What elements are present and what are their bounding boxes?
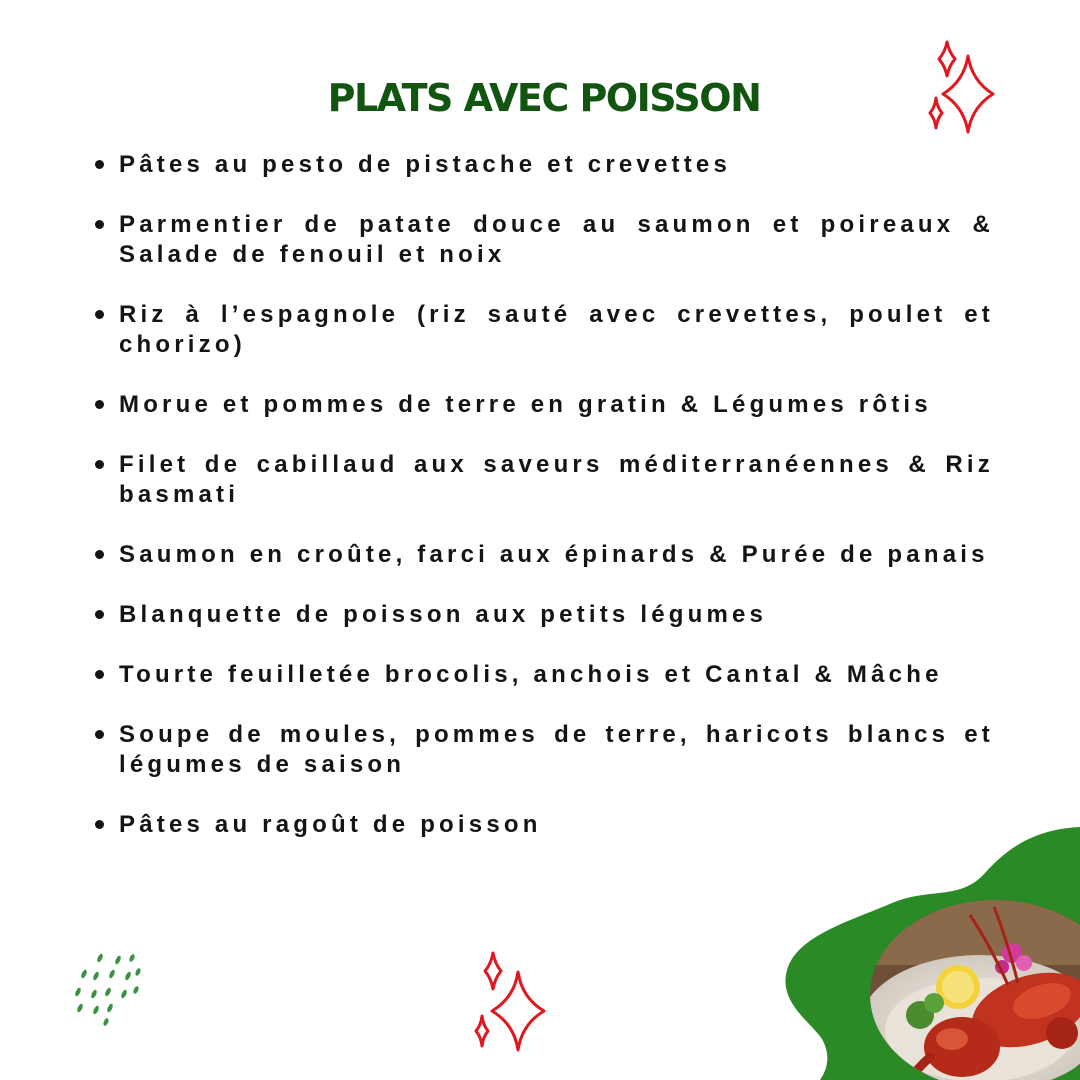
list-item — [94, 600, 994, 630]
dish-label: Riz à l’espagnole (riz sauté avec crevettes, poulet et chorizo) — [119, 301, 994, 358]
bullet-icon — [95, 160, 104, 169]
list-item — [94, 450, 994, 510]
dish-list — [94, 150, 994, 870]
dish-label: Soupe de moules, pommes de terre, haricots blancs et légumes de saison — [119, 721, 994, 778]
bullet-icon — [95, 310, 104, 319]
bullet-icon — [95, 550, 104, 559]
dish-label: Parmentier de patate douce au saumon et poireaux & Salade de fenouil et noix — [119, 211, 994, 268]
dish-label: Tourte feuilletée brocolis, anchois et Cantal & Mâche — [119, 661, 943, 688]
page-title: PLATS AVEC POISSON — [327, 76, 761, 120]
dish-label: Pâtes au ragoût de poisson — [119, 811, 542, 838]
bullet-icon — [95, 730, 104, 739]
list-item — [94, 300, 994, 360]
list-item — [94, 720, 994, 780]
bullet-icon — [95, 610, 104, 619]
dish-label: Morue et pommes de terre en gratin & Légumes rôtis — [119, 391, 932, 418]
dish-label: Filet de cabillaud aux saveurs méditerranéennes & Riz basmati — [119, 451, 994, 508]
dish-label: Blanquette de poisson aux petits légumes — [119, 601, 768, 628]
bullet-icon — [95, 220, 104, 229]
lobster-dish-photo — [780, 825, 1080, 1080]
list-item — [94, 660, 994, 690]
list-item — [94, 210, 994, 270]
list-item — [94, 150, 994, 180]
dot-pattern-icon — [70, 948, 150, 1028]
dish-label: Saumon en croûte, farci aux épinards & Purée de panais — [119, 541, 989, 568]
list-item — [94, 540, 994, 570]
bullet-icon — [95, 460, 104, 469]
bullet-icon — [95, 400, 104, 409]
list-item — [94, 390, 994, 420]
sparkle-icon — [920, 38, 1000, 134]
dish-label: Pâtes au pesto de pistache et crevettes — [119, 151, 731, 178]
sparkle-icon — [468, 950, 550, 1052]
bullet-icon — [95, 670, 104, 679]
bullet-icon — [95, 820, 104, 829]
